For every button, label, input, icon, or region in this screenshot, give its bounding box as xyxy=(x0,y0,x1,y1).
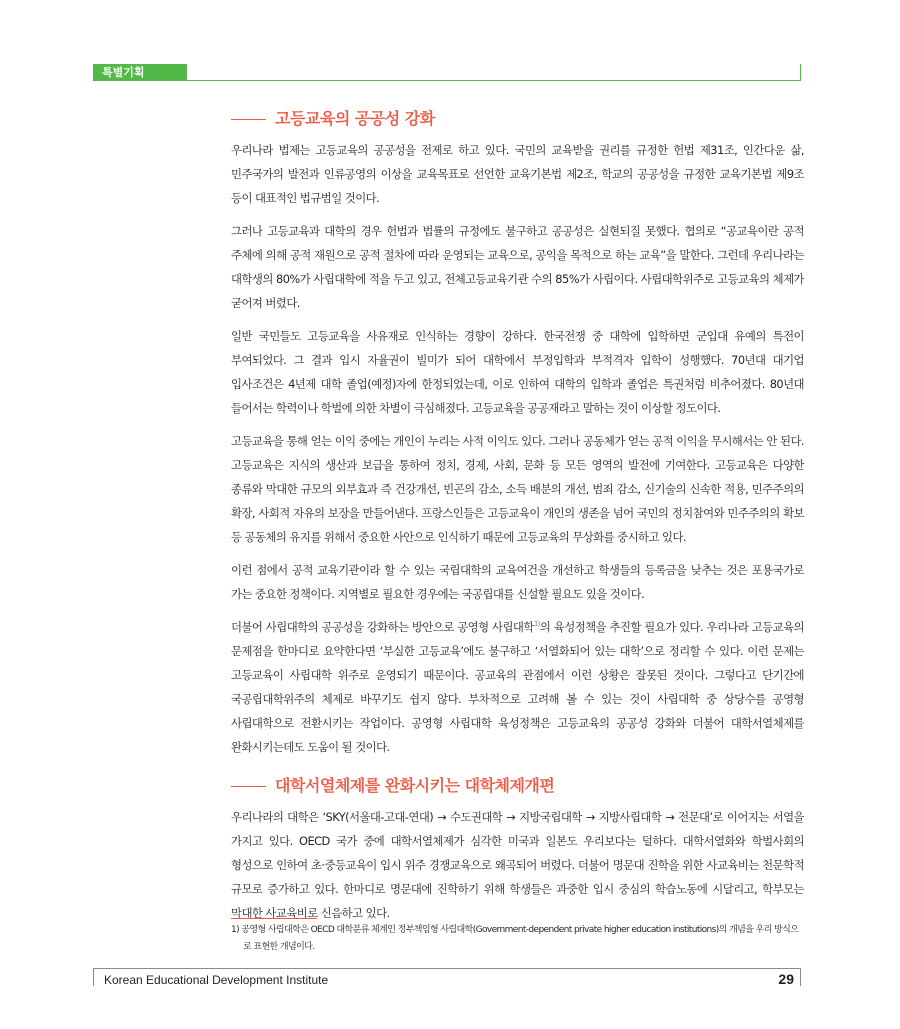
article-body xyxy=(231,106,804,934)
section-heading-public-nature xyxy=(231,106,804,132)
section-tag: 특별기획 xyxy=(93,64,187,81)
paragraph-text: 의 육성정책을 추진할 필요가 있다. 우리나라 고등교육의 문제점을 한마디로 요약한다면 ‘부실한 고등교육’에도 불구하고 ‘서열화되어 있는 대학’으로 정리할 수 있다. 이런 문제는 고등교육이 사립대학 위주로 운영되기 때문이다. 공교육의 관점에서 이런 상황은 잘못된 것이다. 그렇다고 단기간에 국공립대학위주의 체제로 바꾸기도 쉽지 않다. 부차적으로 고려해 볼 수 있는 것이 사립대학 중 상당수를 공영형 사립대학으로 전환시키는 작업이다. 공영형 사립대학 육성정책은 고등교육의 공공성 강화와 더불어 대학서열체제를 완화시키는데도 도움이 될 것이다. xyxy=(231,620,804,754)
heading-dash xyxy=(231,119,266,120)
paragraph: 이런 점에서 공적 교육기관이라 할 수 있는 국립대학의 교육여건을 개선하고 학생들의 등록금을 낮추는 것은 포용국가로 가는 중요한 정책이다. 지역별로 필요한 경우에는 국공립대를 신설할 필요도 있을 것이다. xyxy=(231,563,804,601)
footnote-rule xyxy=(231,918,317,919)
footer-institute-name: Korean Educational Development Institute xyxy=(104,973,329,987)
footnote: 1) 공영형 사립대학은 OECD 대학분류 체계인 정부책임형 사립대학(Government-dependent private higher education institutions)의 개념을 우리 방식으로 표현한 개념이다. xyxy=(231,925,799,952)
paragraph: 우리나라의 대학은 ‘SKY(서울대-고대-연대) → 수도권대학 → 지방국립대학 → 지방사립대학 → 전문대’로 이어지는 서열을 가지고 있다. OECD 국가 중에 대학서열체제가 심각한 미국과 일본도 우리보다는 덜하다. 대학서열화와 학벌사회의 형성으로 인하여 초·중등교육이 입시 위주 경쟁교육으로 왜곡되어 버렸다. 더불어 명문대 진학을 위한 사교육비는 천문학적 규모로 증가하고 있다. 한마디로 명문대에 진학하기 위해 학생들은 과중한 입시 중심의 학습노동에 시달리고, 학부모는 막대한 사교육비로 신음하고 있다. xyxy=(231,810,804,920)
section-heading-text: 대학서열체제를 완화시키는 대학체제개편 xyxy=(275,776,555,795)
footer-right-tick xyxy=(800,968,801,986)
header-rule xyxy=(187,80,801,81)
section-heading-text: 고등교육의 공공성 강화 xyxy=(275,109,435,128)
footer-rule xyxy=(93,968,801,969)
heading-dash xyxy=(231,786,266,787)
section-heading-university-reform xyxy=(231,773,804,799)
header-rule-tick xyxy=(800,64,801,81)
paragraph-text: 더불어 사립대학의 공공성을 강화하는 방안으로 공영형 사립대학 xyxy=(231,620,534,634)
footnote-reference[interactable]: 1) xyxy=(533,620,540,629)
paragraph-with-footnote xyxy=(231,615,804,759)
page-number: 29 xyxy=(778,971,794,987)
paragraph: 우리나라 법제는 고등교육의 공공성을 전제로 하고 있다. 국민의 교육받을 권리를 규정한 헌법 제31조, 인간다운 삶, 민주국가의 발전과 인류공영의 이상을 교육목표로 선언한 교육기본법 제2조, 학교의 공공성을 규정한 교육기본법 제9조 등이 대표적인 법규범일 것이다. xyxy=(231,143,805,205)
paragraph: 그러나 고등교육과 대학의 경우 헌법과 법률의 규정에도 불구하고 공공성은 실현되질 못했다. 협의로 “공교육이란 공적 주체에 의해 공적 재원으로 공적 절차에 따라 운영되는 교육으로, 공익을 목적으로 하는 교육”을 말한다. 그런데 우리나라는 대학생의 80%가 사립대학에 적을 두고 있고, 전체고등교육기관 수의 85%가 사립이다. 사립대학위주로 고등교육의 체제가 굳어져 버렸다. xyxy=(231,224,804,310)
paragraph: 고등교육을 통해 얻는 이익 중에는 개인이 누리는 사적 이익도 있다. 그러나 공동체가 얻는 공적 이익을 무시해서는 안 된다. 고등교육은 지식의 생산과 보급을 통하여 정치, 경제, 사회, 문화 등 모든 영역의 발전에 기여한다. 고등교육은 다양한 종류와 막대한 규모의 외부효과 즉 건강개선, 빈곤의 감소, 소득 배분의 개선, 범죄 감소, 신기술의 신속한 적용, 민주주의의 확장, 사회적 자유의 보장을 만들어낸다. 프랑스인들은 고등교육이 개인의 생존을 넘어 국민의 정치참여와 민주주의의 확보 등 공동체의 유지를 위해서 중요한 사안으로 인식하기 때문에 고등교육의 무상화를 중시하고 있다. xyxy=(231,434,804,544)
paragraph: 일반 국민들도 고등교육을 사유재로 인식하는 경향이 강하다. 한국전쟁 중 대학에 입학하면 군입대 유예의 특전이 부여되었다. 그 결과 입시 자율권이 빌미가 되어 대학에서 부정입학과 부적격자 입학이 성행했다. 70년대 대기업 입사조건은 4년제 대학 졸업(예정)자에 한정되었는데, 이로 인하여 대학의 입학과 졸업은 특권처럼 비추어졌다. 80년대 들어서는 학력이나 학벌에 의한 차별이 극심해졌다. 고등교육을 공공재라고 말하는 것이 이상할 정도이다. xyxy=(231,329,804,415)
footer-left-tick xyxy=(93,968,94,986)
